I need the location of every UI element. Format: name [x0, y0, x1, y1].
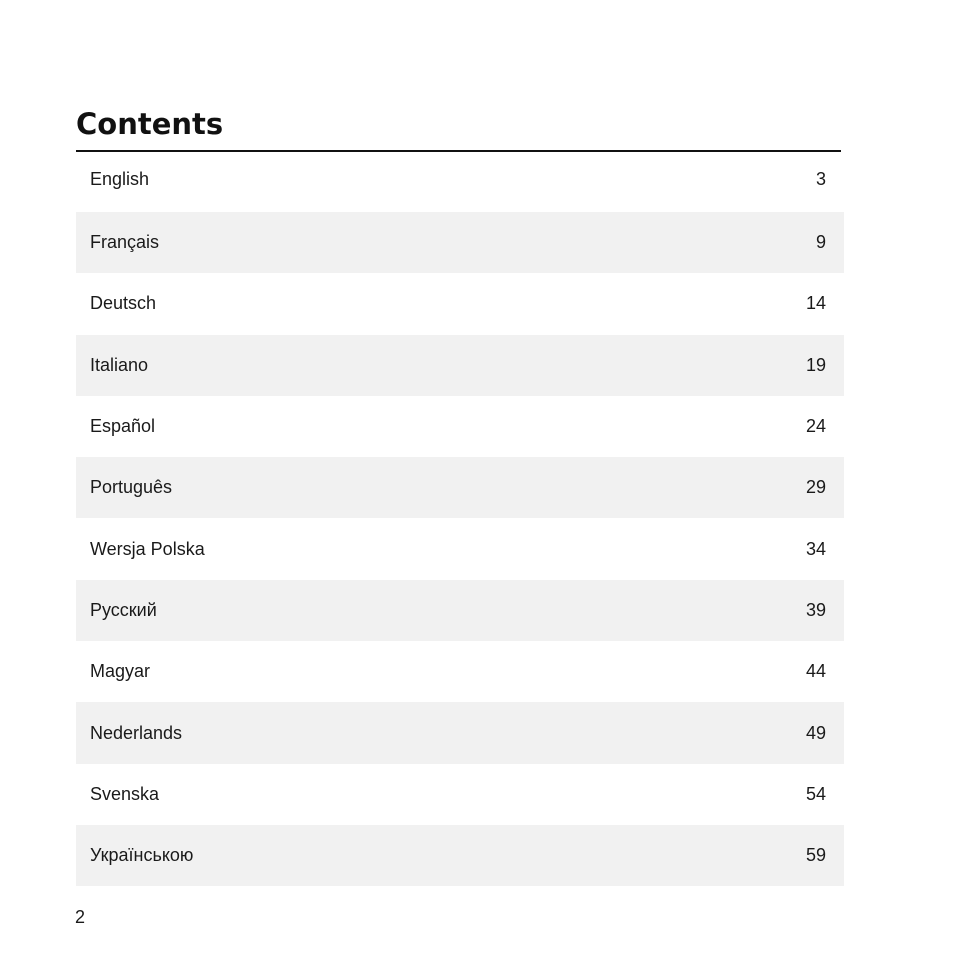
contents-entry-russian[interactable] [76, 580, 844, 641]
contents-entry-francais[interactable] [76, 212, 844, 273]
entry-page: 9 [815, 232, 826, 253]
entry-page: 39 [805, 599, 826, 620]
contents-entry-svenska[interactable] [76, 764, 844, 825]
contents-entry-deutsch[interactable] [76, 273, 844, 334]
contents-entry-espanol[interactable] [76, 396, 844, 457]
entry-page: 29 [805, 477, 826, 498]
entry-label: Svenska [90, 783, 160, 804]
entry-page: 59 [805, 845, 826, 866]
contents-list [76, 152, 844, 886]
entry-label: Français [90, 232, 160, 253]
entry-page: 24 [805, 416, 826, 437]
page-number: 2 [75, 907, 86, 927]
entry-label: English [90, 168, 150, 189]
page-title: Contents [76, 107, 224, 141]
entry-label: Magyar [90, 661, 151, 682]
entry-page: 54 [805, 783, 826, 804]
contents-entry-nederlands[interactable] [76, 702, 844, 763]
entry-label: Wersja Polska [90, 538, 205, 559]
contents-entry-polska[interactable] [76, 518, 844, 579]
entry-label: Українською [90, 845, 194, 866]
entry-page: 49 [805, 722, 826, 743]
entry-label: Русский [90, 599, 157, 620]
entry-label: Nederlands [90, 722, 183, 743]
entry-page: 34 [805, 538, 826, 559]
entry-page: 19 [805, 354, 826, 375]
contents-entry-magyar[interactable] [76, 641, 844, 702]
entry-label: Português [90, 477, 173, 498]
entry-page: 44 [805, 661, 826, 682]
entry-page: 14 [805, 293, 826, 314]
contents-entry-english[interactable] [76, 152, 844, 212]
entry-page: 3 [815, 168, 826, 189]
entry-label: Italiano [90, 354, 149, 375]
contents-entry-ukrainian[interactable] [76, 825, 844, 886]
entry-label: Español [90, 416, 156, 437]
contents-entry-portugues[interactable] [76, 457, 844, 518]
entry-label: Deutsch [90, 293, 157, 314]
contents-entry-italiano[interactable] [76, 335, 844, 396]
